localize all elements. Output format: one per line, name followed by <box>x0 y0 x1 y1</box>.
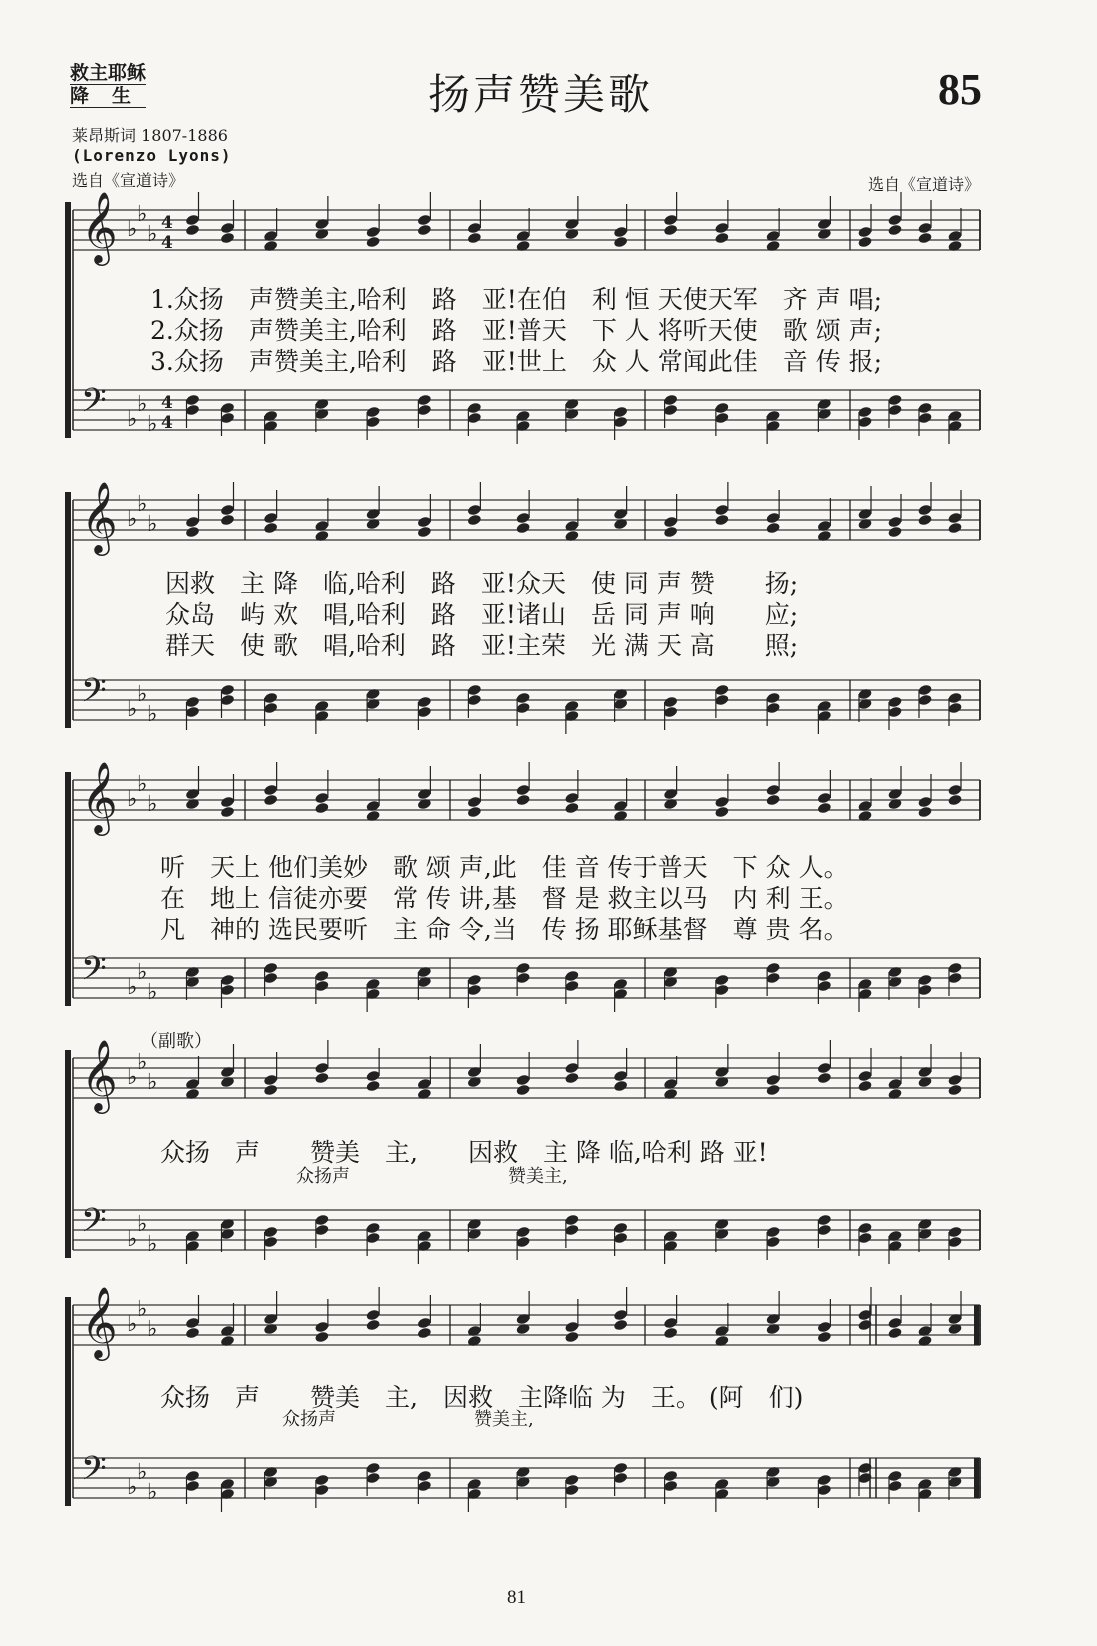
note-head <box>817 1062 832 1075</box>
lyric-line-1-verse-3: 3.众扬 声赞美主,哈利 路 亚!世上 众 人 常闻此佳 音 传 报; <box>150 347 883 376</box>
note-head <box>947 972 962 985</box>
note-head <box>817 970 832 983</box>
note-head <box>263 1074 278 1087</box>
note-head <box>417 526 432 539</box>
flat-icon: ♭ <box>147 1480 158 1505</box>
note-head <box>857 406 872 419</box>
note-head <box>857 416 872 429</box>
note-head <box>947 1236 962 1249</box>
note-head <box>220 684 235 697</box>
note-head <box>467 504 482 517</box>
note-head <box>714 402 729 415</box>
note-head <box>917 806 932 819</box>
note-head <box>417 1470 432 1483</box>
note-head <box>220 412 235 425</box>
lyric-line-2-verse-3: 群天 使 歌 唱,哈利 路 亚!主荣 光 满 天 高 照; <box>165 631 799 660</box>
note-head <box>817 980 832 993</box>
note-head <box>765 1084 780 1097</box>
flat-icon: ♭ <box>127 217 138 242</box>
note-head <box>467 974 482 987</box>
note-head <box>365 1070 380 1083</box>
note-head <box>263 702 278 715</box>
lyric-line-2-verse-2: 众岛 屿 欢 唱,哈利 路 亚!诸山 岳 同 声 响 应; <box>165 600 799 629</box>
note-head <box>663 696 678 709</box>
note-head <box>765 522 780 535</box>
note-head <box>515 1226 530 1239</box>
note-head <box>515 972 530 985</box>
note-head <box>714 514 729 527</box>
note-head <box>917 796 932 809</box>
note-head <box>467 514 482 527</box>
note-head <box>947 512 962 525</box>
note-head <box>887 696 902 709</box>
note-head <box>467 984 482 997</box>
note-head <box>263 1084 278 1097</box>
note-head <box>314 1474 329 1487</box>
note-head <box>417 1317 432 1330</box>
note-head <box>947 784 962 797</box>
note-head <box>714 412 729 425</box>
flat-icon: ♭ <box>147 792 158 817</box>
bass-clef-icon: 𝄢 <box>81 1202 107 1248</box>
note-head <box>365 1309 380 1322</box>
note-head <box>613 416 628 429</box>
note-head <box>817 1224 832 1237</box>
note-head <box>220 796 235 809</box>
note-head <box>564 1214 579 1227</box>
note-head <box>817 802 832 815</box>
note-head <box>714 974 729 987</box>
note-head <box>185 1470 200 1483</box>
lyric-line-3-verse-3: 凡 神的 选民要听 主 命 令,当 传 扬 耶稣基督 尊 贵 名。 <box>160 915 849 944</box>
note-head <box>263 1236 278 1249</box>
flat-icon: ♭ <box>137 960 148 985</box>
note-head <box>220 694 235 707</box>
final-barline <box>974 1305 979 1345</box>
note-head <box>613 1222 628 1235</box>
lyric-line-2-verse-1: 因救 主 降 临,哈利 路 亚!众天 使 同 声 赞 扬; <box>165 569 799 598</box>
note-head <box>564 1321 579 1334</box>
note-head <box>947 702 962 715</box>
treble-clef-icon: 𝄞 <box>81 1038 118 1111</box>
flat-icon: ♭ <box>127 507 138 532</box>
note-head <box>314 1224 329 1237</box>
note-head <box>515 692 530 705</box>
flat-icon: ♭ <box>137 1297 148 1322</box>
note-head <box>564 1484 579 1497</box>
flat-icon: ♭ <box>137 1460 148 1485</box>
note-head <box>185 1480 200 1493</box>
flat-icon: ♭ <box>127 787 138 812</box>
lyric-line-5: 众扬 声 赞美 主, 因救 主降临 为 王。 (阿 们) <box>160 1383 804 1412</box>
note-head <box>917 412 932 425</box>
note-head <box>765 1226 780 1239</box>
note-head <box>613 1232 628 1245</box>
bass-clef-icon: 𝄢 <box>81 672 107 718</box>
note-head <box>263 962 278 975</box>
system-bracket <box>65 492 71 728</box>
note-head <box>417 706 432 719</box>
note-head <box>515 794 530 807</box>
note-head <box>314 1331 329 1344</box>
source-left: 选自《宣道诗》 <box>72 171 185 190</box>
note-head <box>817 1474 832 1487</box>
note-head <box>515 522 530 535</box>
lyric-line-3-verse-2: 在 地上 信徒亦要 常 传 讲,基 督 是 救主以马 内 利 王。 <box>160 884 849 913</box>
note-head <box>947 692 962 705</box>
flat-icon: ♭ <box>137 392 148 417</box>
time-signature-top: 4 <box>161 213 173 233</box>
note-head <box>564 980 579 993</box>
note-head <box>857 1222 872 1235</box>
bass-clef-icon: 𝄢 <box>81 1450 107 1496</box>
note-head <box>220 402 235 415</box>
flat-icon: ♭ <box>147 702 158 727</box>
note-head <box>365 1319 380 1332</box>
note-head <box>857 1080 872 1093</box>
flat-icon: ♭ <box>127 1227 138 1252</box>
flat-icon: ♭ <box>127 975 138 1000</box>
note-head <box>613 406 628 419</box>
note-head <box>515 1084 530 1097</box>
note-head <box>263 1226 278 1239</box>
bass-lyric-4b: 赞美主, <box>508 1166 568 1187</box>
note-head <box>564 1062 579 1075</box>
hymn-title: 扬声赞美歌 <box>428 70 654 119</box>
note-head <box>947 794 962 807</box>
note-head <box>467 402 482 415</box>
note-head <box>564 792 579 805</box>
category-top: 救主耶稣 <box>70 62 147 84</box>
bass-lyric-4a: 众扬声 <box>296 1166 350 1187</box>
note-head <box>564 802 579 815</box>
note-head <box>515 1074 530 1087</box>
note-head <box>564 1224 579 1237</box>
note-head <box>765 962 780 975</box>
note-head <box>917 514 932 527</box>
note-head <box>365 406 380 419</box>
note-head <box>515 962 530 975</box>
note-head <box>417 696 432 709</box>
note-head <box>817 792 832 805</box>
note-head <box>613 1070 628 1083</box>
author-credit: 莱昂斯词 1807-1886 <box>72 126 228 145</box>
note-head <box>917 694 932 707</box>
note-head <box>314 980 329 993</box>
note-head <box>417 1480 432 1493</box>
flat-icon: ♭ <box>137 492 148 517</box>
treble-clef-icon: 𝄞 <box>81 1285 118 1358</box>
system-bracket <box>65 1050 71 1258</box>
note-head <box>947 522 962 535</box>
note-head <box>365 1222 380 1235</box>
treble-clef-icon: 𝄞 <box>81 760 118 833</box>
note-head <box>564 1474 579 1487</box>
note-head <box>663 394 678 407</box>
note-head <box>314 1062 329 1075</box>
note-head <box>817 1331 832 1344</box>
note-head <box>263 512 278 525</box>
category-bottom: 降 生 <box>70 85 146 108</box>
note-head <box>917 504 932 517</box>
note-head <box>515 1236 530 1249</box>
flat-icon: ♭ <box>127 1065 138 1090</box>
note-head <box>714 684 729 697</box>
flat-icon: ♭ <box>147 222 158 247</box>
note-head <box>613 1309 628 1322</box>
note-head <box>765 512 780 525</box>
note-head <box>185 1327 200 1340</box>
note-head <box>467 806 482 819</box>
note-head <box>314 1072 329 1085</box>
note-head <box>564 1331 579 1344</box>
note-head <box>365 1232 380 1245</box>
note-head <box>857 1232 872 1245</box>
note-head <box>947 1074 962 1087</box>
note-head <box>817 1321 832 1334</box>
note-head <box>564 1072 579 1085</box>
note-head <box>887 1327 902 1340</box>
note-head <box>613 1462 628 1475</box>
note-head <box>917 684 932 697</box>
time-signature-top: 4 <box>161 393 173 413</box>
note-head <box>765 784 780 797</box>
note-head <box>887 706 902 719</box>
flat-icon: ♭ <box>127 697 138 722</box>
note-head <box>220 974 235 987</box>
note-head <box>314 970 329 983</box>
note-head <box>947 1226 962 1239</box>
note-head <box>663 404 678 417</box>
note-head <box>887 1480 902 1493</box>
note-head <box>185 706 200 719</box>
treble-clef-icon: 𝄞 <box>81 190 118 263</box>
note-head <box>765 702 780 715</box>
note-head <box>314 1214 329 1227</box>
flat-icon: ♭ <box>147 412 158 437</box>
note-head <box>663 706 678 719</box>
bass-clef-icon: 𝄢 <box>81 950 107 996</box>
note-head <box>515 702 530 715</box>
note-head <box>185 404 200 417</box>
note-head <box>765 692 780 705</box>
note-head <box>714 984 729 997</box>
note-head <box>817 1072 832 1085</box>
note-head <box>765 1074 780 1087</box>
flat-icon: ♭ <box>147 1317 158 1342</box>
note-head <box>613 1319 628 1332</box>
note-head <box>467 684 482 697</box>
note-head <box>220 514 235 527</box>
flat-icon: ♭ <box>137 682 148 707</box>
note-head <box>220 504 235 517</box>
note-head <box>714 796 729 809</box>
note-head <box>314 1484 329 1497</box>
note-head <box>417 394 432 407</box>
note-head <box>887 1317 902 1330</box>
note-head <box>467 412 482 425</box>
note-head <box>314 1321 329 1334</box>
note-head <box>663 1317 678 1330</box>
note-head <box>887 1470 902 1483</box>
flat-icon: ♭ <box>137 772 148 797</box>
bass-clef-icon: 𝄢 <box>81 382 107 428</box>
note-head <box>663 516 678 529</box>
note-head <box>663 526 678 539</box>
lyric-line-3-verse-1: 听 天上 他们美妙 歌 颂 声,此 佳 音 传于普天 下 众 人。 <box>160 853 849 882</box>
note-head <box>564 970 579 983</box>
lyric-line-1-verse-1: 1.众扬 声赞美主,哈利 路 亚!在伯 利 恒 天使天军 齐 声 唱; <box>150 285 883 314</box>
note-head <box>917 402 932 415</box>
note-head <box>887 394 902 407</box>
author-latin: (Lorenzo Lyons) <box>72 146 232 165</box>
note-head <box>765 972 780 985</box>
note-head <box>365 1472 380 1485</box>
note-head <box>263 972 278 985</box>
note-head <box>185 696 200 709</box>
note-head <box>220 806 235 819</box>
note-head <box>817 1484 832 1497</box>
note-head <box>263 692 278 705</box>
lyric-line-4: 众扬 声 赞美 主, 因救 主 降 临,哈利 路 亚! <box>160 1138 768 1167</box>
note-head <box>817 1214 832 1227</box>
treble-clef-icon: 𝄞 <box>81 480 118 553</box>
note-head <box>947 1084 962 1097</box>
note-head <box>365 1462 380 1475</box>
flat-icon: ♭ <box>127 1312 138 1337</box>
note-head <box>947 962 962 975</box>
note-head <box>765 1236 780 1249</box>
note-head <box>467 796 482 809</box>
note-head <box>663 1480 678 1493</box>
page-number: 81 <box>507 1587 526 1608</box>
flat-icon: ♭ <box>127 1475 138 1500</box>
system-bracket <box>65 772 71 1006</box>
note-head <box>314 792 329 805</box>
time-signature-bottom: 4 <box>161 413 173 433</box>
note-head <box>263 522 278 535</box>
note-head <box>515 512 530 525</box>
note-head <box>663 1327 678 1340</box>
note-head <box>917 974 932 987</box>
flat-icon: ♭ <box>147 1232 158 1257</box>
note-head <box>220 984 235 997</box>
flat-icon: ♭ <box>147 980 158 1005</box>
flat-icon: ♭ <box>137 1050 148 1075</box>
flat-icon: ♭ <box>137 1212 148 1237</box>
system-bracket <box>65 1297 71 1506</box>
lyric-line-1-verse-2: 2.众扬 声赞美主,哈利 路 亚!普天 下 人 将听天使 歌 颂 声; <box>150 316 883 345</box>
note-head <box>185 1317 200 1330</box>
source-right: 选自《宣道诗》 <box>868 175 981 194</box>
note-head <box>887 516 902 529</box>
flat-icon: ♭ <box>147 512 158 537</box>
note-head <box>185 516 200 529</box>
flat-icon: ♭ <box>137 202 148 227</box>
note-head <box>663 1470 678 1483</box>
note-head <box>263 784 278 797</box>
note-head <box>714 694 729 707</box>
note-head <box>365 1080 380 1093</box>
note-head <box>417 516 432 529</box>
refrain-label: （副歌） <box>140 1031 212 1052</box>
note-head <box>417 404 432 417</box>
note-head <box>765 794 780 807</box>
note-head <box>857 1070 872 1083</box>
bass-lyric-5a: 众扬声 <box>282 1409 336 1430</box>
note-head <box>185 526 200 539</box>
note-head <box>887 404 902 417</box>
hymn-number: 85 <box>938 65 982 114</box>
note-head <box>515 784 530 797</box>
note-head <box>314 802 329 815</box>
final-barline <box>974 1458 979 1498</box>
note-head <box>887 526 902 539</box>
note-head <box>917 984 932 997</box>
flat-icon: ♭ <box>147 1070 158 1095</box>
note-head <box>185 394 200 407</box>
flat-icon: ♭ <box>127 407 138 432</box>
note-head <box>613 1472 628 1485</box>
note-head <box>365 416 380 429</box>
time-signature-bottom: 4 <box>161 233 173 253</box>
note-head <box>467 694 482 707</box>
note-head <box>263 794 278 807</box>
bass-lyric-5b: 赞美主, <box>474 1409 534 1430</box>
note-head <box>613 1080 628 1093</box>
note-head <box>714 806 729 819</box>
note-head <box>714 504 729 517</box>
note-head <box>417 1327 432 1340</box>
